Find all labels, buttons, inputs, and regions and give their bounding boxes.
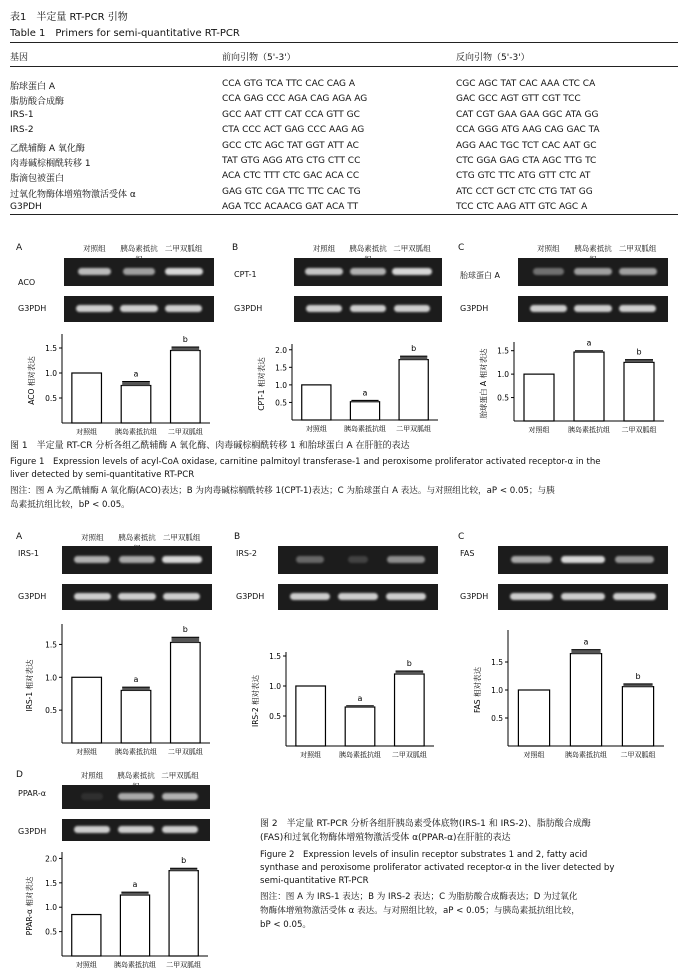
bar-chart [476, 338, 668, 433]
error-bar [172, 637, 200, 642]
panel-letter: B [234, 532, 241, 542]
lane-label: 胰岛素抵抗 [120, 244, 158, 253]
x-tick-label: 对照组 [75, 961, 97, 969]
gel-band [561, 593, 604, 600]
x-tick-label: 对照组 [305, 425, 327, 433]
significance-label: b [182, 625, 188, 635]
fig2-caption-en-3: semi-quantitative RT-PCR [260, 876, 369, 886]
gene-gel-image [62, 546, 212, 574]
gene-gel-image [294, 258, 442, 286]
bar [169, 871, 198, 956]
gene-gel-image [64, 258, 214, 286]
significance-label: a [132, 880, 138, 890]
bar-chart [24, 330, 214, 435]
table-cell-reverse-primer: CAT CGT GAA GAA GGC ATA GG [456, 109, 599, 120]
gel-band [290, 593, 330, 600]
lane-label: 二甲双胍组 [393, 244, 431, 253]
x-tick-label: 胰岛素抵抗组 [115, 428, 157, 436]
table-cell-forward-primer: CCA GTG TCA TTC CAC CAG A [222, 79, 356, 89]
x-tick-label: 胰岛素抵抗组 [565, 751, 607, 759]
gene-label: 胎球蛋白 A [460, 271, 501, 280]
gel-band [119, 556, 155, 563]
bar [395, 674, 425, 746]
y-tick-label: 1.0 [45, 903, 57, 913]
y-tick-label: 0.5 [497, 393, 509, 403]
x-tick-label: 二甲双胍组 [620, 751, 656, 759]
y-tick-label: 1.5 [491, 658, 503, 667]
significance-label: b [636, 347, 642, 357]
gel-band [118, 593, 156, 600]
bar [120, 895, 149, 956]
bar-chart [22, 848, 212, 968]
y-tick-label: 2.0 [45, 854, 57, 864]
gene-gel-image [518, 258, 668, 286]
significance-label: b [635, 671, 641, 681]
bar [72, 373, 102, 423]
y-tick-label: 1.5 [269, 652, 281, 661]
gel-band [296, 556, 325, 563]
gel-band [561, 556, 605, 563]
fig1-note-1: 图注：图 A 为乙酰辅酶 A 氧化酶(ACO)表达；B 为肉毒碱棕榈酰转移 1(CPT-1)表达；C 为胎球蛋白 A 表达。与对照组比较，aP < 0.05；与胰 [10, 486, 555, 496]
significance-label: a [586, 338, 592, 348]
gene-label: ACO [18, 278, 36, 287]
table-bottom-rule [10, 214, 678, 215]
gel-band [118, 793, 153, 800]
table-header-forward: 前向引物（5'-3'） [222, 53, 296, 63]
table-cell-forward-primer: ACA CTC TTT CTC GAC ACA CC [222, 171, 360, 182]
significance-label: a [133, 675, 139, 685]
bar [622, 687, 653, 746]
x-tick-label: 胰岛素抵抗组 [344, 425, 386, 433]
y-tick-label: 0.5 [491, 714, 503, 723]
y-tick-label: 0.5 [45, 927, 57, 937]
table-title-en: Table 1 Primers for semi-quantitative RT-PCR [10, 28, 240, 39]
gel-band [306, 305, 343, 312]
significance-label: b [182, 335, 188, 344]
y-tick-label: 0.5 [275, 398, 287, 408]
table-cell-forward-primer: GAG GTC CGA TTC TTC CAC TG [222, 186, 361, 197]
gel-band [165, 268, 203, 275]
error-bar [172, 347, 200, 351]
table-cell-reverse-primer: AGG AAC TGC TCT CAC AAT GC [456, 140, 597, 151]
fig1-caption-cn: 图 1 半定量 RT-CR 分析各组乙酰辅酶 A 氧化酶、肉毒碱棕榈酰转移 1 和胎球蛋白 A 在肝脏的表达 [10, 441, 410, 451]
table-cell-gene: IRS-1 [10, 109, 34, 120]
fig2-note-2: 物酶体增殖物激活受体 α 表达。与对照组比较，aP < 0.05；与胰岛素抵抗组比较， [260, 906, 580, 916]
panel-letter: C [458, 243, 465, 253]
gel-band [350, 268, 385, 275]
gel-band [392, 268, 432, 275]
lane-label: 胰岛素抵抗 [574, 244, 612, 253]
bar [121, 690, 151, 743]
bar-chart [248, 648, 438, 758]
gel-band [74, 826, 111, 833]
x-tick-label: 对照组 [76, 428, 98, 436]
x-tick-label: 对照组 [300, 751, 322, 759]
fig2-caption-cn-2: (FAS)和过氧化物酶体增殖物激活受体 α(PPAR-α)在肝脏的表达 [260, 833, 511, 843]
g3pdh-label: G3PDH [18, 827, 47, 836]
gel-band [78, 268, 112, 275]
fig2-note-3: bP < 0.05。 [260, 920, 312, 930]
bar-chart [22, 620, 214, 755]
table-top-rule [10, 42, 678, 43]
panel-letter: A [16, 532, 23, 542]
bar [171, 351, 201, 424]
g3pdh-gel-image [62, 584, 212, 610]
bar [574, 352, 604, 421]
fig2-note-1: 图注：图 A 为 IRS-1 表达；B 为 IRS-2 表达；C 为脂肪酸合成酶表达；D 为过氧化 [260, 892, 578, 902]
significance-label: a [357, 693, 363, 703]
y-axis-label: PPAR-α 相对表达 [25, 876, 34, 936]
gel-band [163, 593, 201, 600]
g3pdh-gel-image [294, 296, 442, 322]
fig1-caption-en-1: Figure 1 Expression levels of acyl-CoA oxidase, carnitine palmitoyl transferase-1 and peroxisome proliferator activated receptor-α in the [10, 457, 601, 467]
table-cell-forward-primer: CTA CCC ACT GAG CCC AAG AG [222, 125, 365, 136]
gel-band [74, 593, 112, 600]
panel-letter: D [16, 770, 23, 780]
bar-chart [252, 340, 442, 432]
fig1-caption-en-2: liver detected by semi-quantitative RT-PCR [10, 470, 195, 480]
x-tick-label: 胰岛素抵抗组 [115, 748, 157, 756]
table-cell-reverse-primer: GAC GCC AGT GTT CGT TCC [456, 94, 581, 105]
g3pdh-label: G3PDH [18, 304, 47, 313]
gene-label: IRS-1 [18, 549, 39, 558]
lane-label: 二甲双胍组 [162, 533, 201, 542]
table-cell-forward-primer: CCA GAG CCC AGA CAG AGA AG [222, 94, 368, 105]
table-cell-forward-primer: TAT GTG AGG ATG CTG CTT CC [222, 156, 361, 166]
x-tick-label: 二甲双胍组 [167, 748, 203, 756]
gel-band [74, 556, 110, 563]
g3pdh-label: G3PDH [460, 304, 489, 313]
gene-gel-image [278, 546, 438, 574]
table-cell-reverse-primer: TCC CTC AAG ATT GTC AGC A [456, 202, 588, 213]
g3pdh-gel-image [278, 584, 438, 610]
gene-label: CPT-1 [234, 270, 257, 279]
table-cell-gene: 肉毒碱棕榈酰转移 1 [10, 159, 91, 169]
significance-label: b [411, 344, 417, 354]
significance-label: b [181, 856, 187, 866]
gel-band [162, 826, 199, 833]
significance-label: a [133, 369, 139, 379]
error-bar [400, 356, 427, 360]
gene-label: PPAR-α [18, 789, 47, 798]
bar [524, 374, 554, 421]
lane-label: 对照组 [81, 533, 104, 542]
y-axis-label: IRS-2 相对表达 [251, 674, 260, 728]
y-tick-label: 1.0 [275, 380, 287, 390]
table-cell-forward-primer: AGA TCC ACAACG GAT ACA TT [222, 202, 359, 213]
y-axis-label: FAS 相对表达 [473, 667, 482, 713]
x-tick-label: 二甲双胍组 [167, 428, 203, 436]
bar [302, 385, 331, 420]
gel-band [162, 793, 197, 800]
y-axis-label: 胎球蛋白 A 相对表达 [479, 348, 488, 419]
panel-letter: A [16, 243, 23, 253]
y-tick-label: 1.0 [45, 369, 57, 378]
g3pdh-gel-image [498, 584, 668, 610]
lane-label: 对照组 [80, 771, 104, 780]
gel-band [574, 305, 612, 312]
g3pdh-label: G3PDH [460, 592, 489, 601]
y-tick-label: 1.0 [497, 370, 509, 380]
table-cell-reverse-primer: CTG GTC TTC ATG GTT CTC AT [456, 171, 591, 182]
lane-label: 二甲双胍组 [164, 244, 203, 253]
error-bar [122, 382, 150, 386]
g3pdh-gel-image [62, 819, 210, 841]
table-cell-forward-primer: GCC AAT CTT CAT CCA GTT GC [222, 109, 360, 120]
gel-band [123, 268, 154, 275]
x-tick-label: 胰岛素抵抗组 [339, 751, 381, 759]
table-cell-gene: IRS-2 [10, 125, 34, 136]
bar [518, 690, 549, 746]
y-tick-label: 0.5 [45, 706, 57, 716]
gene-gel-image [498, 546, 668, 574]
fig2-caption-en-2: synthase and peroxisome proliferator activated receptor-α in the liver detected by [260, 863, 615, 873]
gel-band [615, 556, 654, 563]
gel-band [574, 268, 612, 275]
gel-band [350, 305, 387, 312]
y-axis-label: ACO 相对表达 [27, 356, 36, 405]
table-cell-reverse-primer: CGC AGC TAT CAC AAA CTC CA [456, 79, 596, 89]
table-cell-gene: 脂滴包被蛋白 [10, 174, 65, 185]
x-tick-label: 二甲双胍组 [396, 425, 432, 433]
y-tick-label: 0.5 [45, 394, 57, 403]
fig1-note-2: 岛素抵抗组比较，bP < 0.05。 [10, 500, 130, 510]
significance-label: a [583, 637, 589, 647]
table-header-reverse: 反向引物（5'-3'） [456, 53, 530, 63]
gene-gel-image [62, 785, 210, 809]
bar [345, 707, 375, 746]
bar [350, 402, 379, 420]
y-tick-label: 1.0 [269, 682, 281, 691]
gel-band [165, 305, 203, 312]
gel-band [338, 593, 378, 600]
g3pdh-label: G3PDH [18, 592, 47, 601]
g3pdh-gel-image [64, 296, 214, 322]
x-tick-label: 对照组 [528, 426, 550, 434]
lane-label: 对照组 [83, 244, 106, 253]
bar [171, 642, 201, 743]
lane-label: 胰岛素抵抗 [117, 771, 155, 780]
gel-band [511, 556, 552, 563]
bar-chart [470, 626, 668, 758]
x-tick-label: 对照组 [76, 748, 98, 756]
table-cell-gene: 乙酰辅酶 A 氧化酶 [10, 143, 85, 154]
significance-label: b [406, 659, 412, 668]
gel-band [120, 305, 158, 312]
gel-band [530, 305, 568, 312]
gel-band [619, 268, 657, 275]
error-bar [571, 650, 600, 654]
table-cell-gene: 胎球蛋白 A [10, 82, 56, 92]
y-tick-label: 1.5 [497, 346, 509, 356]
table-cell-reverse-primer: CCA GGG ATG AAG CAG GAC TA [456, 125, 600, 136]
bar [296, 686, 326, 746]
gel-band [348, 556, 367, 563]
bar [72, 915, 101, 956]
gel-band [533, 268, 564, 275]
bar [72, 677, 102, 743]
gel-band [386, 593, 426, 600]
table-cell-gene: G3PDH [10, 202, 42, 213]
x-tick-label: 胰岛素抵抗组 [568, 426, 610, 434]
bar [570, 654, 601, 746]
table-cell-gene: 脂肪酸合成酶 [10, 97, 65, 108]
table-header-gene: 基因 [10, 53, 29, 63]
g3pdh-label: G3PDH [236, 592, 265, 601]
gel-band [81, 793, 103, 800]
bar [121, 386, 151, 424]
lane-label: 胰岛素抵抗 [118, 533, 156, 542]
g3pdh-label: G3PDH [234, 304, 263, 313]
table-title-cn: 表1 半定量 RT-PCR 引物 [10, 12, 128, 23]
gel-band [118, 826, 155, 833]
x-tick-label: 二甲双胍组 [391, 751, 427, 759]
g3pdh-gel-image [518, 296, 668, 322]
gel-band [619, 305, 657, 312]
gel-band [394, 305, 431, 312]
table-cell-forward-primer: GCC CTC AGC TAT GGT ATT AC [222, 140, 359, 151]
y-tick-label: 1.5 [45, 344, 57, 353]
table-cell-reverse-primer: CTC GGA GAG CTA AGC TTG TC [456, 156, 597, 166]
x-tick-label: 二甲双胍组 [621, 426, 657, 434]
x-tick-label: 二甲双胍组 [166, 961, 202, 969]
bar [399, 360, 428, 420]
y-tick-label: 1.5 [275, 363, 287, 373]
gel-band [305, 268, 342, 275]
fig2-caption-cn-1: 图 2 半定量 RT-PCR 分析各组肝胰岛素受体底物(IRS-1 和 IRS-2)、脂肪酸合成酶 [260, 819, 591, 829]
lane-label: 胰岛素抵抗 [349, 244, 387, 253]
y-tick-label: 2.0 [275, 345, 287, 355]
gene-label: FAS [460, 549, 475, 558]
y-tick-label: 1.0 [491, 686, 503, 695]
significance-label: a [362, 388, 368, 398]
x-tick-label: 对照组 [523, 751, 545, 759]
gene-label: IRS-2 [236, 549, 257, 558]
lane-label: 对照组 [312, 244, 336, 253]
lane-label: 对照组 [537, 244, 560, 253]
y-tick-label: 1.0 [45, 673, 57, 683]
panel-letter: C [458, 532, 465, 542]
table-cell-gene: 过氧化物酶体增殖物激活受体 α [10, 189, 136, 200]
y-tick-label: 1.5 [45, 878, 57, 888]
gel-band [162, 556, 202, 563]
panel-letter: B [232, 243, 239, 253]
y-tick-label: 0.5 [269, 712, 281, 721]
y-tick-label: 1.5 [45, 640, 57, 650]
y-axis-label: IRS-1 相对表达 [25, 659, 34, 712]
gel-band [76, 305, 114, 312]
y-axis-label: CPT-1 相对表达 [257, 357, 266, 411]
x-tick-label: 胰岛素抵抗组 [114, 961, 156, 969]
table-mid-rule [10, 66, 678, 67]
gel-band [510, 593, 553, 600]
fig2-caption-en-1: Figure 2 Expression levels of insulin receptor substrates 1 and 2, fatty acid [260, 850, 588, 860]
lane-label: 二甲双胍组 [161, 771, 199, 780]
gel-band [613, 593, 656, 600]
lane-label: 二甲双胍组 [618, 244, 657, 253]
table-cell-reverse-primer: ATC CCT GCT CTC CTG TAT GG [456, 186, 593, 197]
gel-band [387, 556, 425, 563]
bar [624, 362, 654, 421]
